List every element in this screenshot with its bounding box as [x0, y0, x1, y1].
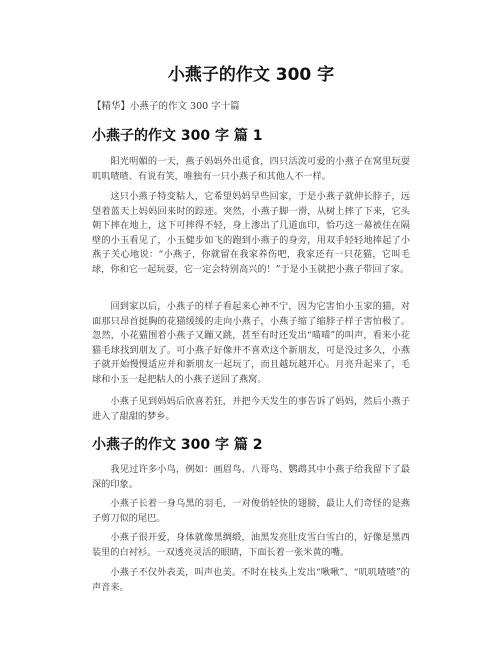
document-title: 小燕子的作文 300 字	[167, 65, 335, 85]
paragraph: 这只小燕子特变粘人，它希望妈妈早些回家，于是小燕子就伸长脖子，远望着蓝天上妈妈回来时的踪迹。突然，小燕子脚一滑，从树上摔了下来，它头朝下摔在地上，这下可摔得不轻，身上渗出了几道血印，恰巧这一幕被住在隔壁的小玉看见了，小玉健步如飞的跑到小燕子的身旁，用双手轻轻地捧起了小燕子关心地说：“小燕子，你就留在我家养伤吧，我家还有一只花猫，它叫毛球，你和它一起玩耍，它一定会特别高兴的！”于是小玉就把小燕子带回了家。	[92, 191, 410, 275]
paragraph: 小燕子很开爱，身体就像黑绸缎，油黑发亮肚皮雪白雪白的，好像是黑西装里的白衬衫。一双透亮灵活的眼睛，下面长着一张米黄的嘴。	[92, 532, 410, 558]
paragraph: 回到家以后，小燕子的样子看起来心神不宁，因为它害怕小玉家的猫，对面那只昂首挺胸的花猫缓缓的走向小燕子，小燕子缩了缩脖子样子害怕极了。忽然，小花猫围着小燕子又蹦又跳，甚至有时还发出“喵喵”的叫声，看来小花猫毛球找到朋友了。可小燕子好像并不喜欢这个新朋友，可是没过多久，小燕子就开始慢慢适应并和新朋友一起玩了，而且越玩越开心。月亮升起来了，毛球和小玉一起把粘人的小燕子送回了燕窝。	[92, 301, 410, 385]
document-subtitle: 【精华】小燕子的作文 300 字十篇	[92, 101, 240, 112]
paragraph: 小燕子长着一身乌黑的羽毛，一对俊俏轻快的翅膀，最让人们奇怪的是燕子剪刀似的尾巴。	[92, 498, 410, 524]
section-heading-1: 小燕子的作文 300 字 篇 1	[92, 128, 263, 144]
paragraph: 小燕子不仅外表美，叫声也美。不时在枝头上发出“啾啾”、“叽叽喳喳”的声音来。	[92, 567, 410, 593]
paragraph: 阳光明媚的一天，燕子妈妈外出觅食，四只活泼可爱的小燕子在窝里玩耍叽叽喳喳、有说有笑，唯独有一只小燕子和其他人不一样。	[92, 156, 410, 182]
paragraph: 我见过许多小鸟，例如：画眉鸟、八哥鸟、鹦鹉其中小燕子给我留下了最深的印象。	[92, 464, 410, 490]
paragraph: 小燕子见到妈妈后欣喜若狂，并把今天发生的事告诉了妈妈，然后小燕子进入了甜甜的梦乡。	[92, 396, 410, 422]
section-heading-2: 小燕子的作文 300 字 篇 2	[92, 437, 263, 453]
